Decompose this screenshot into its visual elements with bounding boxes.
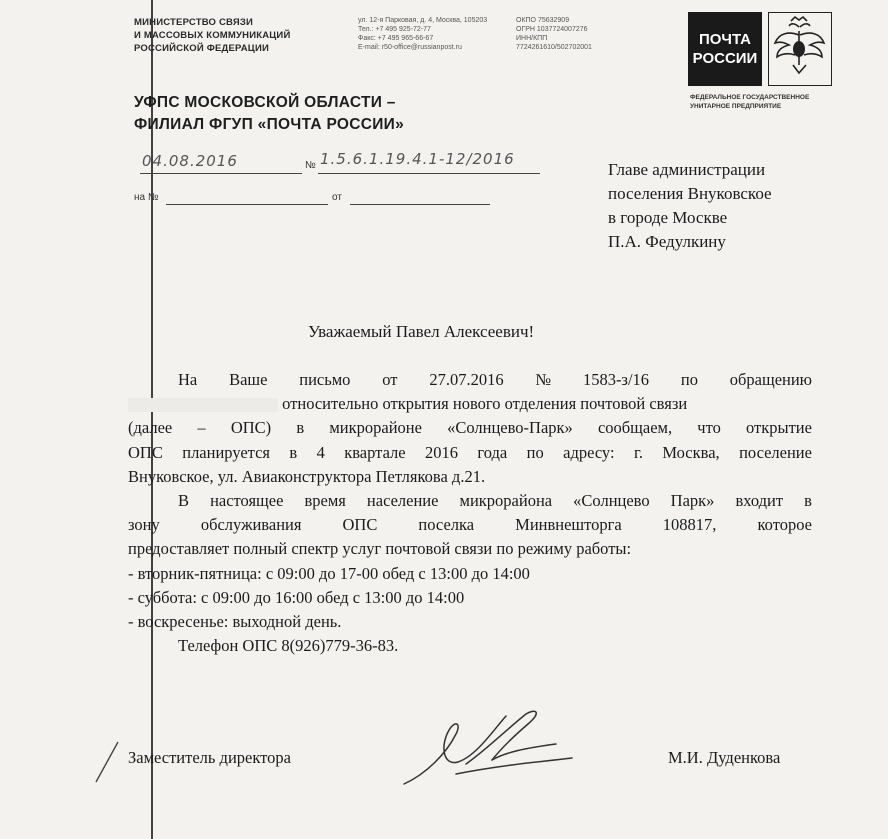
handwritten-number: 1.5.6.1.19.4.1-12/2016 <box>320 150 515 168</box>
ministry-line: МИНИСТЕРСТВО СВЯЗИ <box>134 17 254 28</box>
body-line <box>128 416 812 440</box>
word: что <box>697 418 721 438</box>
body-line <box>128 513 812 537</box>
ufps-line: ФИЛИАЛ ФГУП «ПОЧТА РОССИИ» <box>134 116 405 133</box>
body-line <box>128 489 812 513</box>
word: Минвнешторга <box>515 515 622 535</box>
ministry-heading <box>134 16 290 55</box>
code-line: ОГРН 1037724007276 <box>516 26 588 33</box>
body-line: предоставляет полный спектр услуг почтовой связи по режиму работы: <box>128 539 632 559</box>
word: по <box>526 442 544 462</box>
number-label: № <box>305 160 316 171</box>
ministry-line: РОССИЙСКОЙ ФЕДЕРАЦИИ <box>134 43 270 54</box>
word: поселение <box>739 442 812 462</box>
word: 27.07.2016 <box>429 370 504 389</box>
word: население <box>366 491 439 511</box>
word: ОПС) <box>230 418 272 438</box>
word: зону <box>128 515 160 535</box>
word: которое <box>757 515 812 535</box>
from-label: от <box>332 192 342 203</box>
word: 2016 <box>425 442 458 462</box>
address-line: Факс: +7 495 965-66-67 <box>358 35 434 42</box>
word: На <box>178 370 198 389</box>
recipient-block <box>608 158 772 254</box>
salutation: Уважаемый Павел Алексеевич! <box>308 322 535 341</box>
word: сообщаем, <box>597 418 673 438</box>
word: в <box>289 442 298 462</box>
body-line <box>128 392 812 416</box>
word: Москва, <box>662 442 720 462</box>
text: относительно открытия нового отделения почтовой связи <box>282 394 688 414</box>
russian-post-logo <box>688 12 834 88</box>
word: 108817, <box>662 515 717 535</box>
word: микрорайоне <box>329 418 422 438</box>
address-line: E-mail: r50-office@russianpost.ru <box>358 44 462 51</box>
word: года <box>477 442 508 462</box>
word: адресу: <box>563 442 615 462</box>
word: квартале <box>344 442 406 462</box>
signer-name: М.И. Дуденкова <box>668 748 781 767</box>
number-underline <box>318 173 540 174</box>
fgup-line: УНИТАРНОЕ ПРЕДПРИЯТИЕ <box>690 103 782 110</box>
signer-position: Заместитель директора <box>128 748 291 767</box>
schedule-line: - воскресенье: выходной день. <box>128 612 342 632</box>
on-number-underline <box>166 204 328 205</box>
schedule-line: - вторник-пятница: с 09:00 до 17-00 обед с 13:00 до 14:00 <box>128 563 530 583</box>
word: письмо <box>299 370 351 389</box>
word: ОПС <box>128 442 163 462</box>
date-underline <box>140 173 302 174</box>
address-line: Тел.: +7 495 925-72-77 <box>358 26 431 33</box>
word: входит <box>735 491 784 511</box>
logo-line: ПОЧТА <box>698 31 752 48</box>
word: – <box>197 418 206 438</box>
logo-wordmark <box>688 12 762 86</box>
from-underline <box>350 204 490 205</box>
fgup-caption <box>690 93 809 111</box>
code-line: ИНН/КПП <box>516 35 548 42</box>
margin-mark-icon <box>92 740 122 784</box>
word: планируется <box>182 442 270 462</box>
word: № <box>535 370 552 389</box>
word: поселка <box>418 515 475 535</box>
word: 1583-з/16 <box>582 370 650 389</box>
code-line: 7724261610/502702001 <box>516 44 592 51</box>
address-line: ул. 12-я Парковая, д. 4, Москва, 105203 <box>358 17 488 24</box>
word: время <box>304 491 346 511</box>
word: открытие <box>746 418 812 438</box>
word: 4 <box>316 442 325 462</box>
on-number-label: на № <box>134 192 159 203</box>
word: Ваше <box>229 370 268 389</box>
phone-line: Телефон ОПС 8(926)779-36-83. <box>178 636 399 656</box>
schedule-line: - суббота: с 09:00 до 16:00 обед с 13:00 до 14:00 <box>128 587 465 607</box>
recipient-line: поселения Внуковское <box>608 184 772 203</box>
body-line: Внуковское, ул. Авиаконструктора Петлякова д.21. <box>128 466 486 486</box>
word: (далее <box>128 418 173 438</box>
logo-line: РОССИИ <box>692 50 758 67</box>
word: микрорайона <box>459 491 553 511</box>
letter-body <box>128 368 812 658</box>
word: «Солнцево <box>573 491 650 511</box>
word: ОПС <box>342 515 378 535</box>
recipient-line: в городе Москве <box>608 208 728 227</box>
word: обращению <box>729 370 812 389</box>
fgup-line: ФЕДЕРАЛЬНОЕ ГОСУДАРСТВЕННОЕ <box>690 94 810 101</box>
handwritten-signature-icon <box>396 704 576 794</box>
word: обслуживания <box>200 515 302 535</box>
word: Парк» <box>670 491 715 511</box>
word: В <box>178 491 190 511</box>
redacted-area <box>128 398 278 412</box>
organization-title <box>134 92 404 136</box>
recipient-line: Главе администрации <box>608 160 766 179</box>
word: «Солнцево-Парк» <box>447 418 573 438</box>
recipient-line: П.А. Федулкину <box>608 232 726 251</box>
ministry-line: И МАССОВЫХ КОММУНИКАЦИЙ <box>134 30 291 41</box>
eagle-emblem-icon <box>768 12 832 86</box>
word: г. <box>633 442 643 462</box>
word: настоящее <box>210 491 284 511</box>
ufps-line: УФПС МОСКОВСКОЙ ОБЛАСТИ – <box>134 94 396 111</box>
word: в <box>804 491 812 511</box>
body-line <box>128 368 812 392</box>
body-line <box>128 441 812 465</box>
code-line: ОКПО 75632909 <box>516 17 570 24</box>
word: от <box>382 370 398 389</box>
contact-address <box>358 16 487 52</box>
word: по <box>680 370 698 389</box>
handwritten-date: 04.08.2016 <box>142 152 238 170</box>
word: в <box>296 418 305 438</box>
registry-codes <box>516 16 592 52</box>
